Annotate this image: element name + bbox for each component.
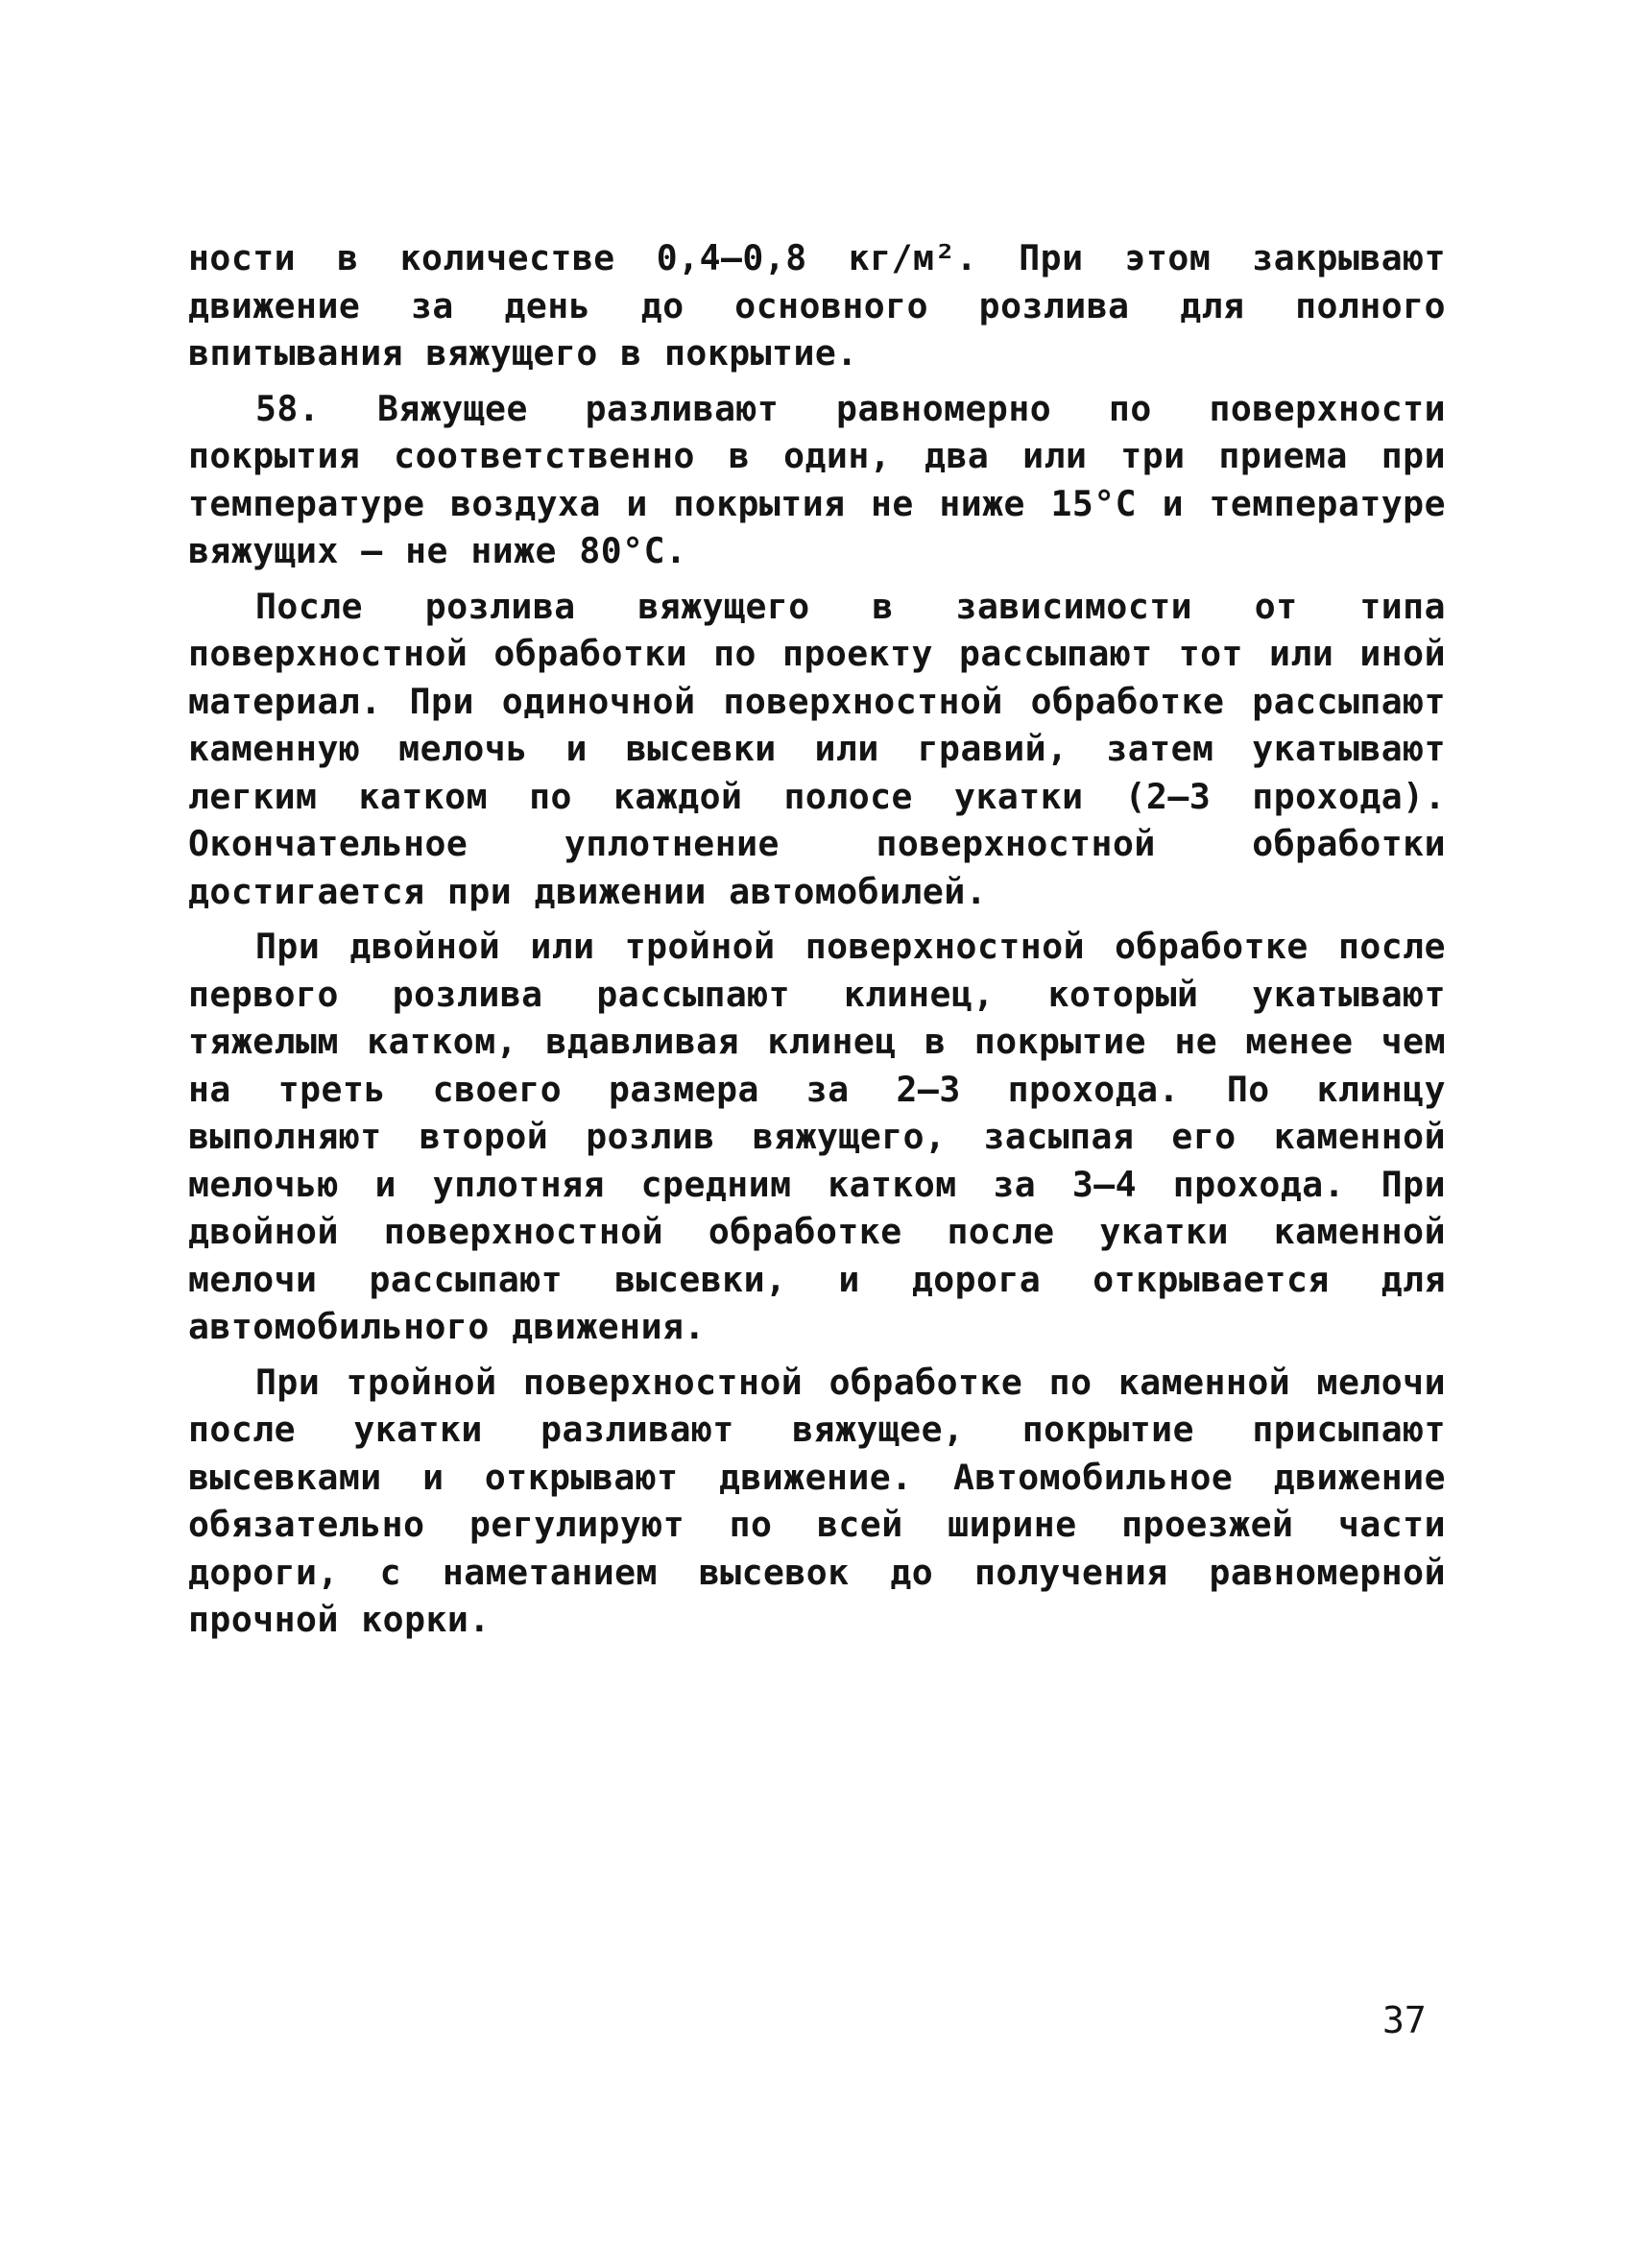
paragraph-item-58: 58. Вяжущее разливают равномерно по поверхности покрытия соответственно в один, два или три приема при температуре воздуха и покрытия не ниже 15°С и температуре вяжущих – не ниже 80°С. (188, 387, 1446, 571)
page-body (188, 234, 1446, 1652)
page-number: 37 (1382, 1999, 1427, 2041)
paragraph-double-triple-treatment: При двойной или тройной поверхностной обработке после первого розлива рассыпают клинец, который укатывают тяжелым катком, вдавливая клинец в покрытие не менее чем на треть своего размера за 2–3 прохода. По клинцу выполняют второй розлив вяжущего, засыпая его каменной мелочью и уплотняя средним катком за 3–4 прохода. При двойной поверхностной обработке после укатки каменной мелочи рассыпают высевки, и дорога открывается для автомобильного движения. (188, 926, 1446, 1347)
paragraph-triple-treatment: При тройной поверхностной обработке по каменной мелочи после укатки разливают вяжущее, покрытие присыпают высевками и открывают движение. Автомобильное движение обязательно регулируют по всей ширине проезжей части дороги, с наметанием высевок до получения равномерной прочной корки. (188, 1361, 1446, 1640)
paragraph-continuation: ности в количестве 0,4–0,8 кг/м². При этом закрывают движение за день до основного розлива для полного впитывания вяжущего в покрытие. (188, 237, 1446, 374)
paragraph-single-treatment: После розлива вяжущего в зависимости от типа поверхностной обработки по проекту рассыпают тот или иной материал. При одиночной поверхностной обработке рассыпают каменную мелочь и высевки или гравий, затем укатывают легким катком по каждой полосе укатки (2–3 прохода). Окончательное уплотнение поверхностной обработки достигается при движении автомобилей. (188, 585, 1446, 912)
